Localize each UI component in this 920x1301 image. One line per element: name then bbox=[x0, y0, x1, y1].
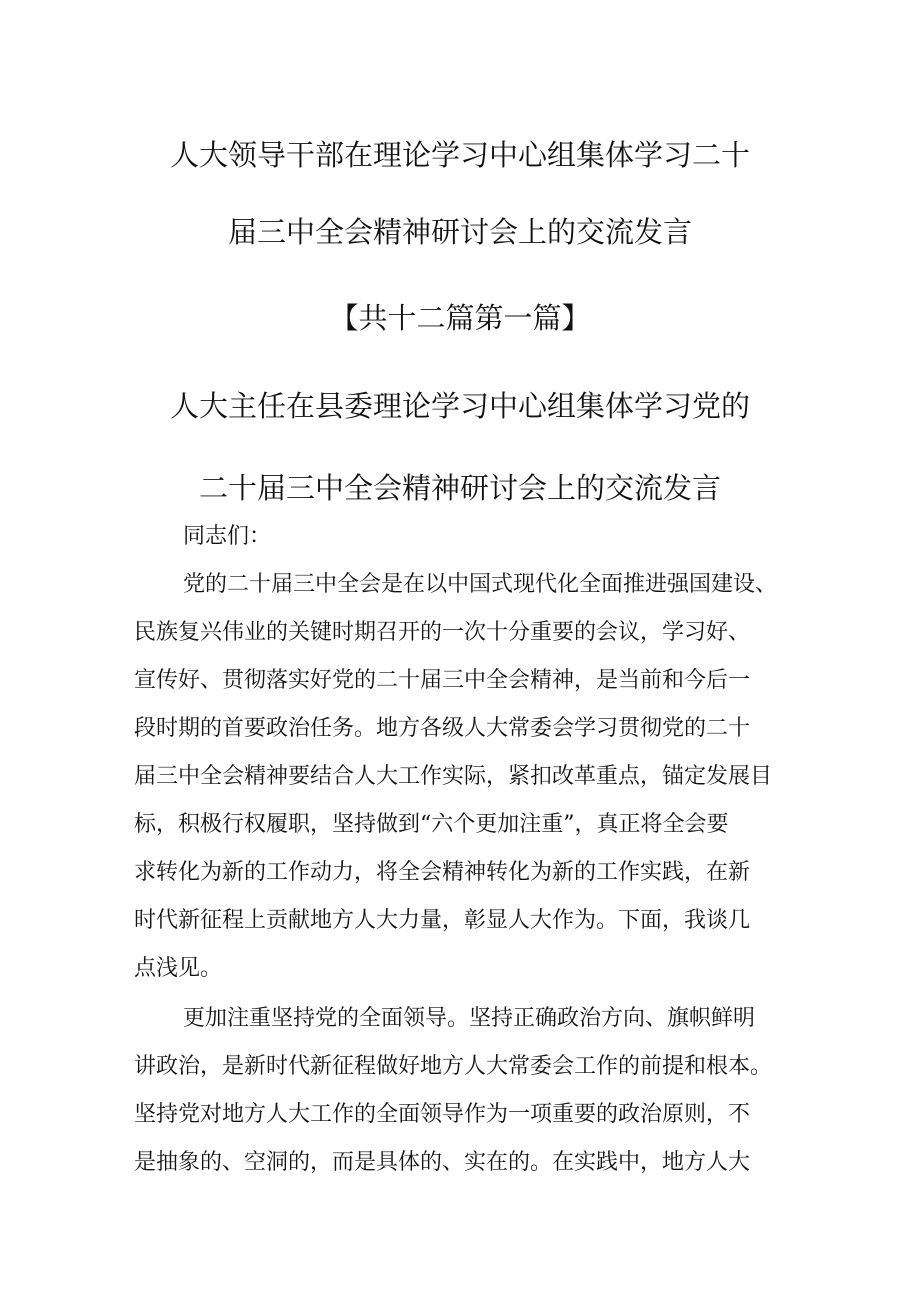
paragraph-2-line: 坚持党对地方人大工作的全面领导作为一项重要的政治原则，不 bbox=[134, 1102, 751, 1127]
document-title-line-2: 届三中全会精神研讨会上的交流发言 bbox=[227, 215, 692, 249]
paragraph-2-line: 更加注重坚持党的全面领导。坚持正确政治方向、旗帜鲜明 bbox=[183, 1006, 756, 1031]
document-series-label: 【共十二篇第一篇】 bbox=[329, 301, 591, 335]
paragraph-1-line: 党的二十届三中全会是在以中国式现代化全面推进强国建设、 bbox=[183, 572, 778, 597]
paragraph-2-line: 讲政治，是新时代新征程做好地方人大常委会工作的前提和根本。 bbox=[134, 1054, 773, 1079]
paragraph-2-line: 是抽象的、空洞的，而是具体的、实在的。在实践中，地方人大 bbox=[134, 1150, 751, 1175]
paragraph-1-line: 标，积极行权履职，坚持做到“六个更加注重”，真正将全会要 bbox=[134, 812, 729, 837]
paragraph-1-line: 民族复兴伟业的关键时期召开的一次十分重要的会议，学习好、 bbox=[134, 620, 751, 645]
speech-title-line-1: 人大主任在县委理论学习中心组集体学习党的 bbox=[169, 389, 750, 423]
paragraph-1-line: 求转化为新的工作动力，将全会精神转化为新的工作实践，在新 bbox=[134, 860, 751, 885]
speech-title-line-2: 二十届三中全会精神研讨会上的交流发言 bbox=[198, 471, 721, 505]
paragraph-1-line: 届三中全会精神要结合人大工作实际，紧扣改革重点，锚定发展目 bbox=[134, 764, 773, 789]
paragraph-1-line: 时代新征程上贡献地方人大力量，彰显人大作为。下面，我谈几 bbox=[134, 908, 751, 933]
paragraph-1-line: 宣传好、贯彻落实好党的二十届三中全会精神，是当前和今后一 bbox=[134, 668, 751, 693]
document-title-line-1: 人大领导干部在理论学习中心组集体学习二十 bbox=[169, 138, 750, 172]
paragraph-1-line: 段时期的首要政治任务。地方各级人大常委会学习贯彻党的二十 bbox=[134, 716, 751, 741]
paragraph-1-line: 点浅见。 bbox=[134, 956, 223, 981]
salutation: 同志们： bbox=[183, 524, 272, 549]
